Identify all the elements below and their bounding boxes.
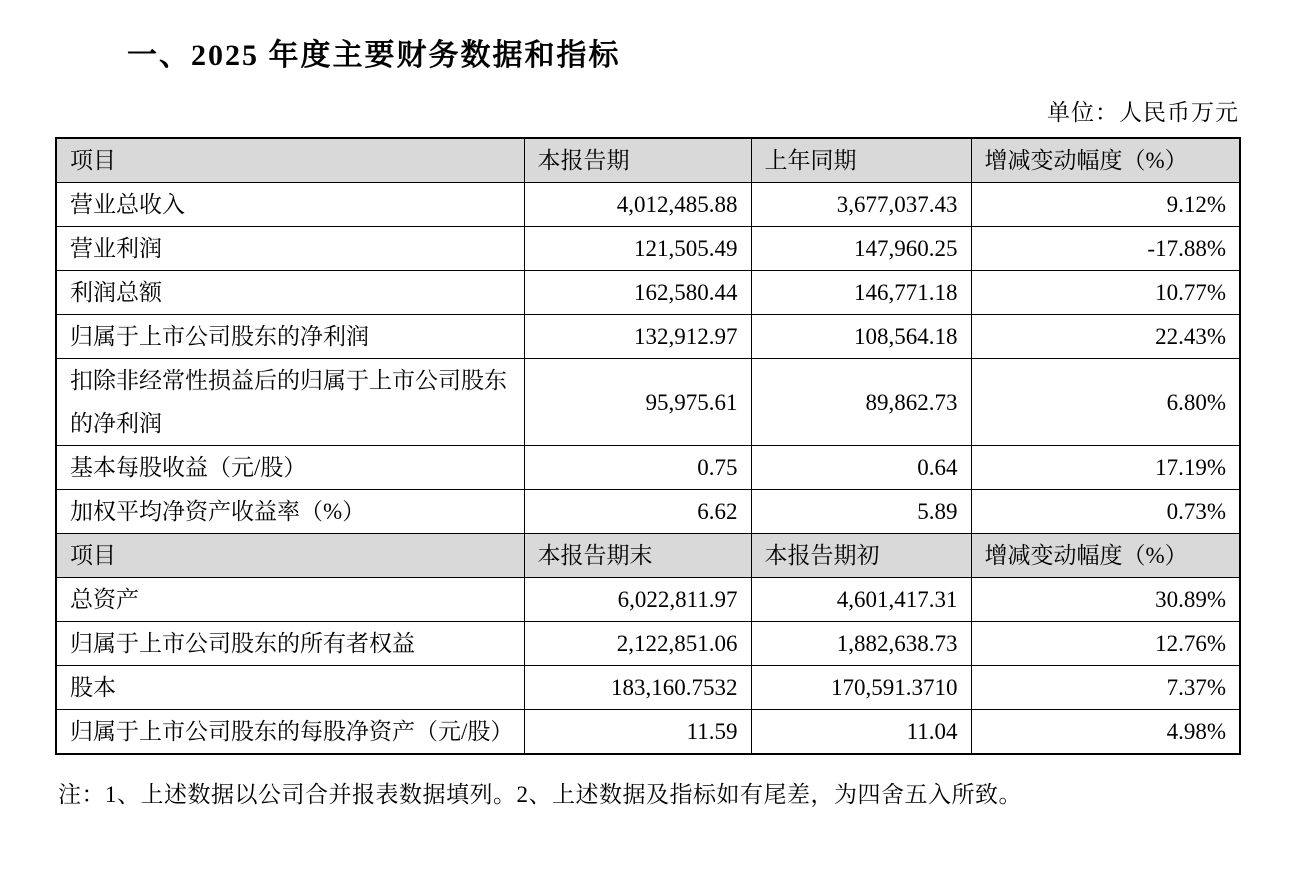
- table-row: [56, 359, 1240, 446]
- item-cell: 营业总收入: [56, 183, 524, 227]
- footnote: 注：1、上述数据以公司合并报表数据填列。2、上述数据及指标如有尾差，为四舍五入所致。: [58, 782, 1022, 807]
- change-cell: 0.73%: [971, 490, 1240, 534]
- header-current-period: 本报告期: [524, 138, 751, 183]
- item-cell: 股本: [56, 666, 524, 710]
- item-cell: 归属于上市公司股东的所有者权益: [56, 622, 524, 666]
- financial-table: [55, 137, 1241, 755]
- change-cell: 4.98%: [971, 710, 1240, 755]
- item-cell: 总资产: [56, 578, 524, 622]
- header-period-end: 本报告期末: [524, 534, 751, 578]
- item-cell: 营业利润: [56, 227, 524, 271]
- item-cell: 加权平均净资产收益率（%）: [56, 490, 524, 534]
- change-cell: 12.76%: [971, 622, 1240, 666]
- value-cell: 108,564.18: [751, 315, 971, 359]
- value-cell: 162,580.44: [524, 271, 751, 315]
- item-cell: 利润总额: [56, 271, 524, 315]
- value-cell: 132,912.97: [524, 315, 751, 359]
- value-cell: 170,591.3710: [751, 666, 971, 710]
- value-cell: 2,122,851.06: [524, 622, 751, 666]
- table-row: [56, 315, 1240, 359]
- table-row: [56, 710, 1240, 755]
- header-period-begin: 本报告期初: [751, 534, 971, 578]
- table-row: [56, 622, 1240, 666]
- value-cell: 0.64: [751, 446, 971, 490]
- value-cell: 0.75: [524, 446, 751, 490]
- section-title: 一、2025 年度主要财务数据和指标: [127, 39, 621, 72]
- item-cell: 基本每股收益（元/股）: [56, 446, 524, 490]
- change-cell: 9.12%: [971, 183, 1240, 227]
- value-cell: 11.59: [524, 710, 751, 755]
- change-cell: 17.19%: [971, 446, 1240, 490]
- table-row: [56, 446, 1240, 490]
- table-header-row-income: [56, 138, 1240, 183]
- table-row: [56, 490, 1240, 534]
- value-cell: 3,677,037.43: [751, 183, 971, 227]
- header-change: 增减变动幅度（%）: [971, 534, 1240, 578]
- change-cell: 30.89%: [971, 578, 1240, 622]
- table-row: [56, 227, 1240, 271]
- value-cell: 183,160.7532: [524, 666, 751, 710]
- change-cell: 7.37%: [971, 666, 1240, 710]
- header-item: 项目: [56, 534, 524, 578]
- table-row: [56, 578, 1240, 622]
- value-cell: 146,771.18: [751, 271, 971, 315]
- value-cell: 4,012,485.88: [524, 183, 751, 227]
- value-cell: 6,022,811.97: [524, 578, 751, 622]
- value-cell: 4,601,417.31: [751, 578, 971, 622]
- header-change: 增减变动幅度（%）: [971, 138, 1240, 183]
- value-cell: 147,960.25: [751, 227, 971, 271]
- unit-label: 单位：人民币万元: [1047, 100, 1239, 125]
- header-item: 项目: [56, 138, 524, 183]
- change-cell: -17.88%: [971, 227, 1240, 271]
- value-cell: 5.89: [751, 490, 971, 534]
- item-cell: 归属于上市公司股东的净利润: [56, 315, 524, 359]
- value-cell: 89,862.73: [751, 359, 971, 446]
- table-row: [56, 183, 1240, 227]
- value-cell: 1,882,638.73: [751, 622, 971, 666]
- change-cell: 10.77%: [971, 271, 1240, 315]
- table-row: [56, 666, 1240, 710]
- value-cell: 6.62: [524, 490, 751, 534]
- item-cell: 归属于上市公司股东的每股净资产（元/股）: [56, 710, 524, 755]
- header-prior-period: 上年同期: [751, 138, 971, 183]
- table-header-row-balance: [56, 534, 1240, 578]
- table-row: [56, 271, 1240, 315]
- item-cell: 扣除非经常性损益后的归属于上市公司股东的净利润: [56, 359, 524, 446]
- change-cell: 22.43%: [971, 315, 1240, 359]
- value-cell: 121,505.49: [524, 227, 751, 271]
- change-cell: 6.80%: [971, 359, 1240, 446]
- value-cell: 95,975.61: [524, 359, 751, 446]
- value-cell: 11.04: [751, 710, 971, 755]
